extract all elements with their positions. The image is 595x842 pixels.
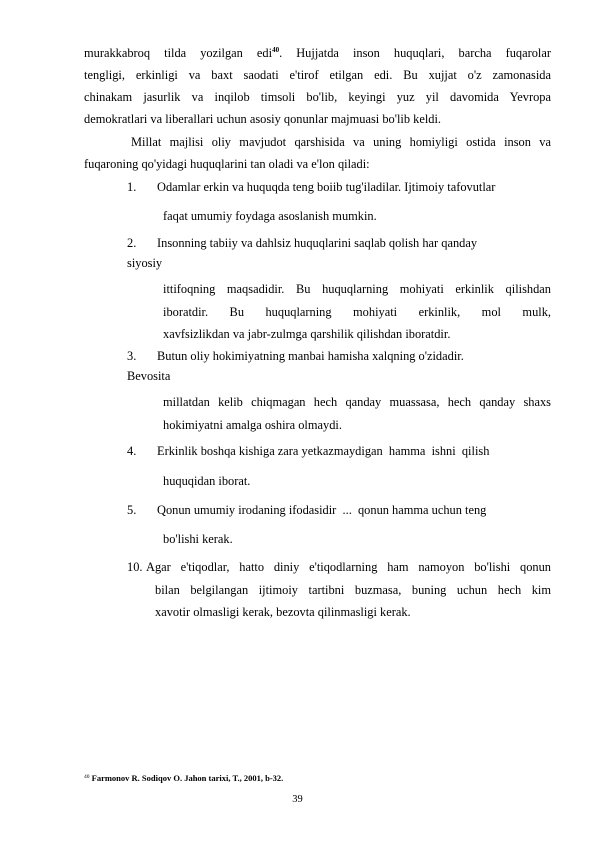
list-item-line: Insonning tabiiy va dahlsiz huquqlarini saqlab qolish har qanday [157,236,478,250]
list-item-number: 4. [127,444,137,458]
list-item-line: hokimiyatni amalga oshira olmaydi. [163,418,342,432]
text-segment: murakkabroq tilda yozilgan edi [84,46,273,60]
paragraph-line [84,46,551,61]
list-item-line: xavfsizlikdan va jabr-zulmga qarshilik qilishdan iboratdir. [163,327,451,341]
paragraph-line: chinakam jasurlik va inqilob timsoli bo'lib, keyingi yuz yil davomida Yevropa [84,90,551,104]
paragraph-line: demokratlari va liberallari uchun asosiy qonunlar majmuasi bo'lib keldi. [84,112,441,126]
page-number: 39 [292,794,303,805]
list-item-line: siyosiy [127,256,163,270]
paragraph-line: fuqaroning qo'yidagi huquqlarini tan oladi va e'lon qiladi: [84,157,370,171]
list-item-line: ittifoqning maqsadidir. Bu huquqlarning mohiyati erkinlik qilishdan [163,282,551,296]
list-item-line: bilan belgilangan ijtimoiy tartibni buzmasa, buning uchun hech kim [155,583,551,597]
list-item-line: Odamlar erkin va huquqda teng boiib tug'iladilar. Ijtimoiy tafovutlar [157,180,496,194]
list-item-line: Butun oliy hokimiyatning manbai hamisha xalqning o'zidadir. [157,349,464,363]
list-item-line: xavotir olmasligi kerak, bezovta qilinmasligi kerak. [155,605,411,619]
list-item-line: bo'lishi kerak. [163,532,233,546]
list-item-line: Qonun umumiy irodaning ifodasidir ... qonun hamma uchun teng [157,503,487,517]
list-item-line: huquqidan iborat. [163,474,251,488]
footnote-mark: 40 [84,774,90,780]
list-item-number: 10. [127,560,143,574]
list-item-line: Agar e'tiqodlar, hatto diniy e'tiqodlarning ham namoyon bo'lishi qonun [146,560,551,574]
paragraph-line: Millat majlisi oliy mavjudot qarshisida va uning homiyligi ostida inson va [131,135,551,149]
list-item-line: millatdan kelib chiqmagan hech qanday muassasa, hech qanday shaxs [163,395,551,409]
list-item-line: iboratdir. Bu huquqlarning mohiyati erkinlik, mol mulk, [163,305,551,319]
list-item-number: 5. [127,503,137,517]
list-item-line: Bevosita [127,369,171,383]
list-item-number: 1. [127,180,137,194]
list-item-line: faqat umumiy foydaga asoslanish mumkin. [163,209,377,223]
footnote-reference: 40 [272,46,280,54]
text-segment: . Hujjatda inson huquqlari, barcha fuqarolar [279,46,552,60]
footnote-text: Farmonov R. Sodiqov O. Jahon tarixi, T., 2001, b-32. [91,773,284,783]
footnote [84,773,283,783]
list-item-line: Erkinlik boshqa kishiga zara yetkazmaydigan hamma ishni qilish [157,444,490,458]
list-item-number: 2. [127,236,137,250]
list-item-number: 3. [127,349,137,363]
paragraph-line: tengligi, erkinligi va baxt saodati e'tirof etilgan edi. Bu xujjat o'z zamonasida [84,68,551,82]
